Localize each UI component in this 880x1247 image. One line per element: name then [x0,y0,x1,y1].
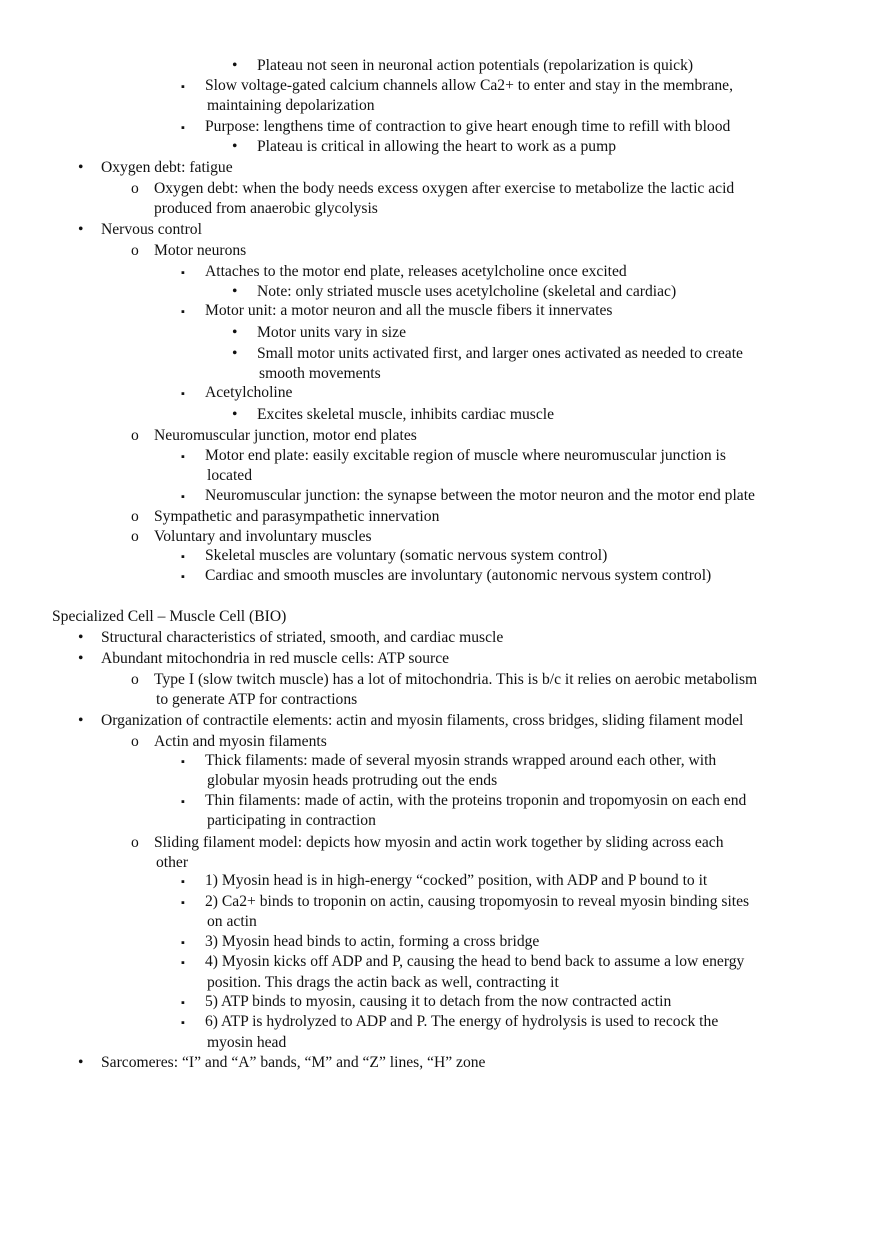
bullet-marker: o [131,834,139,851]
list-item: 1) Myosin head is in high-energy “cocked” position, with ADP and P bound to it [205,872,708,889]
list-item: Motor units vary in size [257,324,406,341]
list-item: Motor unit: a motor neuron and all the muscle fibers it innervates [205,302,613,319]
bullet-marker: ▪ [181,957,185,969]
bullet-marker: o [131,528,139,545]
bullet-marker: ▪ [181,1017,185,1029]
bullet-marker: o [131,242,139,259]
list-item-continuation: participating in contraction [207,812,376,829]
bullet-marker: • [232,283,238,300]
bullet-marker: • [232,406,238,423]
list-item: Organization of contractile elements: actin and myosin filaments, cross bridges, sliding filament model [101,712,744,729]
bullet-marker: • [232,345,238,362]
list-item-continuation: to generate ATP for contractions [156,691,358,708]
list-item: Plateau is critical in allowing the heart to work as a pump [257,138,616,155]
list-item: Note: only striated muscle uses acetylcholine (skeletal and cardiac) [257,283,677,300]
bullet-marker: o [131,427,139,444]
list-item-continuation: on actin [207,913,257,930]
bullet-marker: ▪ [181,876,185,888]
list-item: Neuromuscular junction: the synapse between the motor neuron and the motor end plate [205,487,755,504]
bullet-marker: ▪ [181,571,185,583]
list-item: 2) Ca2+ binds to troponin on actin, causing tropomyosin to reveal myosin binding sites [205,893,750,910]
list-item: Slow voltage-gated calcium channels allow Ca2+ to enter and stay in the membrane, [205,77,733,94]
bullet-marker: • [78,712,84,729]
bullet-marker: o [131,180,139,197]
list-item: Voluntary and involuntary muscles [154,528,372,545]
list-item: Structural characteristics of striated, smooth, and cardiac muscle [101,629,504,646]
bullet-marker: ▪ [181,897,185,909]
bullet-marker: ▪ [181,491,185,503]
list-item: Attaches to the motor end plate, releases acetylcholine once excited [205,263,627,280]
list-item-continuation: other [156,854,189,871]
list-item: 4) Myosin kicks off ADP and P, causing the head to bend back to assume a low energy [205,953,745,970]
bullet-marker: • [232,57,238,74]
bullet-marker: o [131,733,139,750]
list-item: Acetylcholine [205,384,293,401]
list-item: 5) ATP binds to myosin, causing it to detach from the now contracted actin [205,993,672,1010]
section-heading: Specialized Cell – Muscle Cell (BIO) [52,608,287,625]
list-item: Cardiac and smooth muscles are involuntary (autonomic nervous system control) [205,567,712,584]
bullet-marker: ▪ [181,81,185,93]
bullet-marker: • [78,159,84,176]
bullet-marker: o [131,508,139,525]
bullet-marker: ▪ [181,267,185,279]
list-item-continuation: myosin head [207,1034,287,1051]
bullet-marker: ▪ [181,388,185,400]
list-item: Neuromuscular junction, motor end plates [154,427,417,444]
bullet-marker: • [232,138,238,155]
bullet-marker: ▪ [181,551,185,563]
list-item: Sarcomeres: “I” and “A” bands, “M” and “Z” lines, “H” zone [101,1054,486,1071]
list-item: Nervous control [101,221,202,238]
list-item-continuation: produced from anaerobic glycolysis [154,200,378,217]
list-item: Motor neurons [154,242,247,259]
bullet-marker: ▪ [181,122,185,134]
list-item: Excites skeletal muscle, inhibits cardiac muscle [257,406,555,423]
bullet-marker: ▪ [181,306,185,318]
list-item: 3) Myosin head binds to actin, forming a cross bridge [205,933,540,950]
list-item: Thick filaments: made of several myosin strands wrapped around each other, with [205,752,717,769]
bullet-marker: ▪ [181,937,185,949]
list-item: Oxygen debt: when the body needs excess oxygen after exercise to metabolize the lactic acid [154,180,735,197]
list-item-continuation: globular myosin heads protruding out the ends [207,772,498,789]
list-item: Actin and myosin filaments [154,733,327,750]
list-item: Motor end plate: easily excitable region of muscle where neuromuscular junction is [205,447,726,464]
bullet-marker: ▪ [181,756,185,768]
list-item: 6) ATP is hydrolyzed to ADP and P. The energy of hydrolysis is used to recock the [205,1013,719,1030]
list-item-continuation: located [207,467,253,484]
list-item: Abundant mitochondria in red muscle cells: ATP source [101,650,450,667]
bullet-marker: • [78,221,84,238]
list-item: Small motor units activated first, and larger ones activated as needed to create [257,345,743,362]
bullet-marker: • [78,650,84,667]
bullet-marker: ▪ [181,997,185,1009]
list-item-continuation: position. This drags the actin back as well, contracting it [207,974,559,991]
bullet-marker: o [131,671,139,688]
list-item: Plateau not seen in neuronal action potentials (repolarization is quick) [257,57,694,74]
list-item: Oxygen debt: fatigue [101,159,233,176]
bullet-marker: • [78,629,84,646]
list-item: Skeletal muscles are voluntary (somatic nervous system control) [205,547,608,564]
list-item: Sympathetic and parasympathetic innervation [154,508,440,525]
list-item-continuation: smooth movements [259,365,381,382]
bullet-marker: • [232,324,238,341]
list-item-continuation: maintaining depolarization [207,97,375,114]
bullet-marker: • [78,1054,84,1071]
bullet-marker: ▪ [181,451,185,463]
list-item: Type I (slow twitch muscle) has a lot of mitochondria. This is b/c it relies on aerobic metabolism [154,671,758,688]
list-item: Purpose: lengthens time of contraction to give heart enough time to refill with blood [205,118,731,135]
list-item: Sliding filament model: depicts how myosin and actin work together by sliding across each [154,834,724,851]
bullet-marker: ▪ [181,796,185,808]
list-item: Thin filaments: made of actin, with the proteins troponin and tropomyosin on each end [205,792,747,809]
